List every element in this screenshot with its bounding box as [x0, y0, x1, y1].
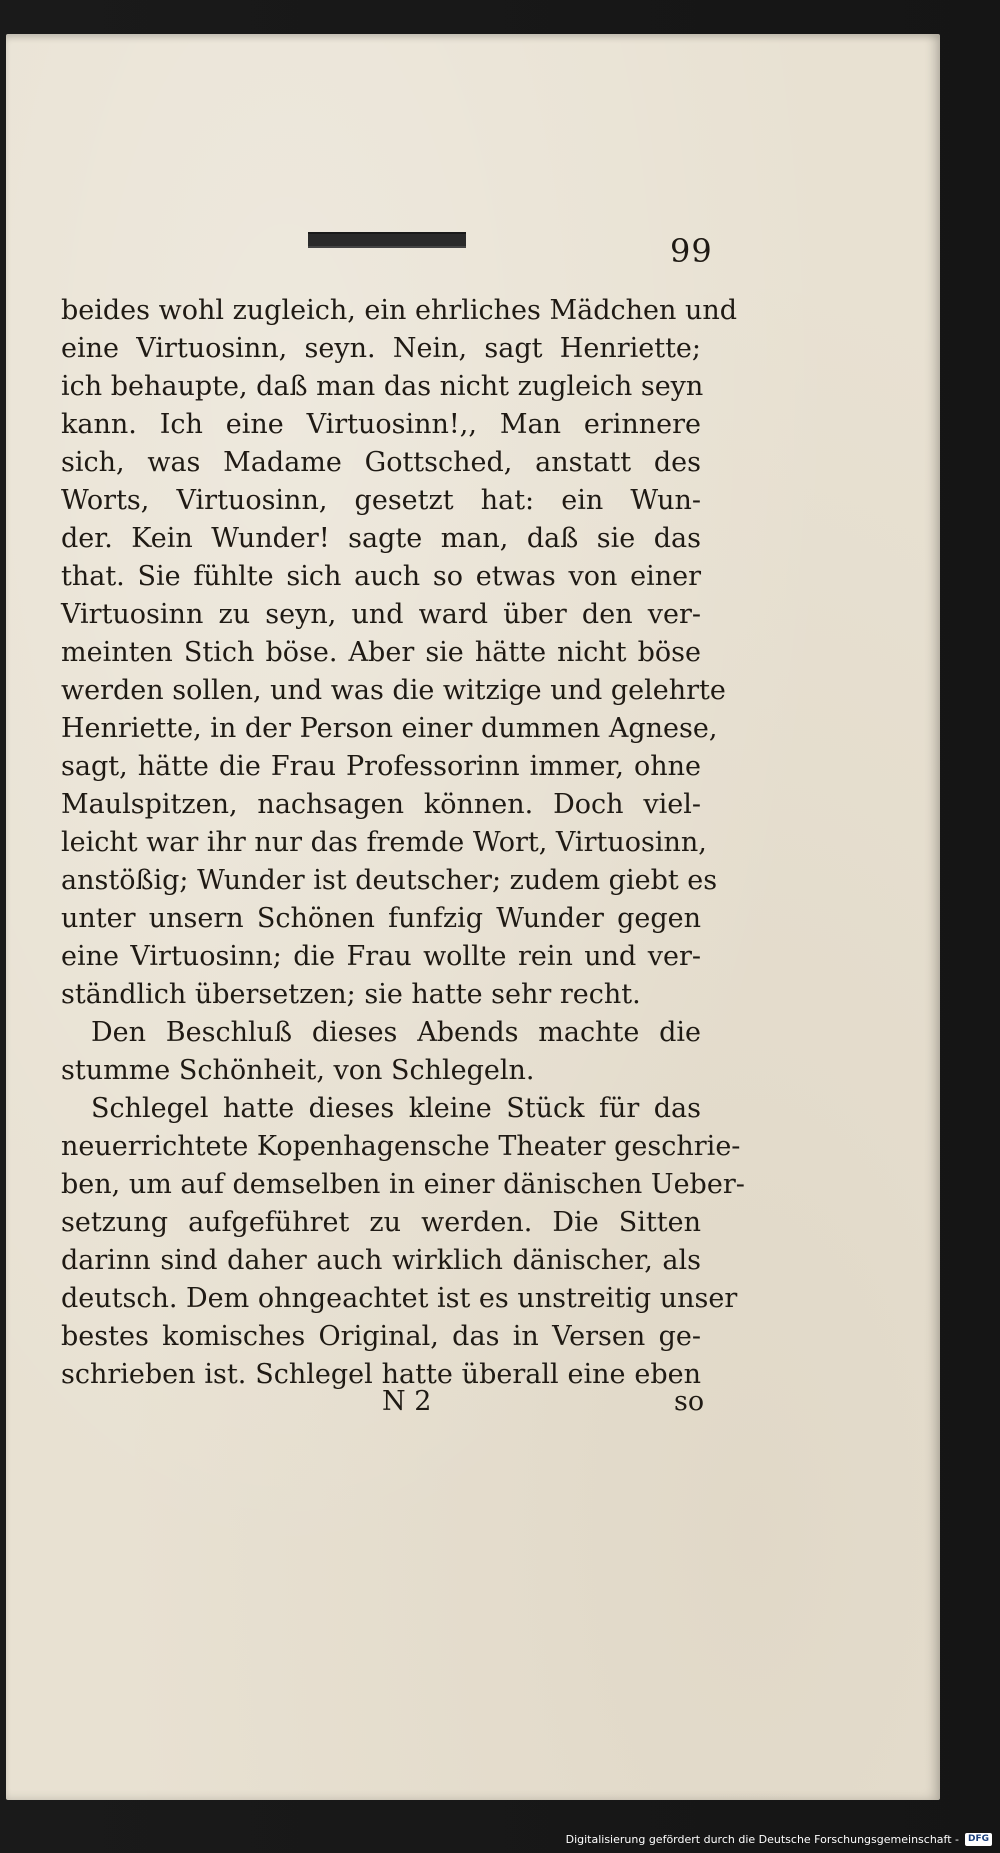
text-line: Maulspitzen, nachsagen können. Doch viel-: [61, 789, 701, 820]
text-line: setzung aufgeführet zu werden. Die Sitten: [61, 1207, 701, 1238]
text-line: eine Virtuosinn, seyn. Nein, sagt Henriette;: [61, 333, 701, 364]
text-line: der. Kein Wunder! sagte man, daß sie das: [61, 523, 701, 554]
text-line: ich behaupte, daß man das nicht zugleich seyn: [61, 371, 704, 402]
header-ornament-rule: [308, 232, 466, 248]
text-line: Schlegel hatte dieses kleine Stück für das: [91, 1093, 701, 1124]
text-line: beides wohl zugleich, ein ehrliches Mädchen und: [61, 295, 738, 326]
text-line: stumme Schönheit, von Schlegeln.: [61, 1055, 535, 1086]
text-line: neuerrichtete Kopenhagensche Theater geschrie-: [61, 1131, 741, 1162]
text-line: unter unsern Schönen funfzig Wunder gegen: [61, 903, 701, 934]
text-line: Den Beschluß dieses Abends machte die: [91, 1017, 701, 1048]
signature-mark: N 2: [382, 1386, 432, 1417]
text-line: deutsch. Dem ohngeachtet ist es unstreitig unser: [61, 1283, 738, 1314]
text-line: sagt, hätte die Frau Professorinn immer, ohne: [61, 751, 701, 782]
text-line: meinten Stich böse. Aber sie hätte nicht böse: [61, 637, 701, 668]
text-line: darinn sind daher auch wirklich dänischer, als: [61, 1245, 701, 1276]
text-line: sich, was Madame Gottsched, anstatt des: [61, 447, 701, 478]
text-line: Henriette, in der Person einer dummen Agnese,: [61, 713, 718, 744]
text-line: Worts, Virtuosinn, gesetzt hat: ein Wun-: [61, 485, 701, 516]
text-line: werden sollen, und was die witzige und gelehrte: [61, 675, 726, 706]
digitization-credit: [566, 1831, 992, 1847]
text-line: eine Virtuosinn; die Frau wollte rein und ver-: [61, 941, 701, 972]
catchword: so: [674, 1386, 705, 1417]
text-line: ben, um auf demselben in einer dänischen Ueber-: [61, 1169, 745, 1200]
digitization-credit-text: Digitalisierung gefördert durch die Deutsche Forschungsgemeinschaft -: [565, 1832, 959, 1846]
text-line: bestes komisches Original, das in Versen ge-: [61, 1321, 701, 1352]
text-line: that. Sie fühlte sich auch so etwas von einer: [61, 561, 701, 592]
page-number: 99: [670, 232, 713, 270]
body-text: [61, 292, 745, 1394]
book-page: [6, 34, 940, 1800]
dfg-logo-icon: DFG: [965, 1833, 992, 1846]
text-line: anstößig; Wunder ist deutscher; zudem giebt es: [61, 865, 718, 896]
text-line: ständlich übersetzen; sie hatte sehr recht.: [61, 979, 641, 1010]
text-line: schrieben ist. Schlegel hatte überall eine eben: [61, 1359, 701, 1390]
page-footer: [6, 1386, 940, 1426]
text-line: leicht war ihr nur das fremde Wort, Virtuosinn,: [61, 827, 707, 858]
text-line: kann. Ich eine Virtuosinn!,, Man erinnere: [61, 409, 701, 440]
text-line: Virtuosinn zu seyn, und ward über den ver-: [61, 599, 701, 630]
